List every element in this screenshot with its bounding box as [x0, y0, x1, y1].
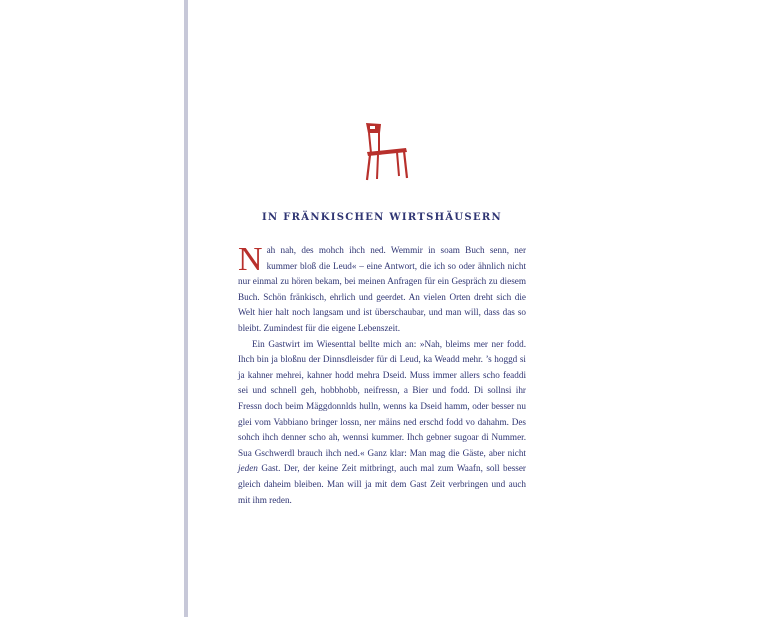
emphasis-jeden: jeden: [238, 463, 258, 474]
left-margin: [0, 0, 184, 617]
chair-icon: [361, 121, 411, 183]
paragraph-2-text: Ein Gastwirt im Wiesenttal bellte mich an: »Nah, bleims mer ner fodd. Ihch bin ja bloßnu der Dinnsdleisder für di Leud, ka Weadd mehr. ’s hoggd si ja kahner mehrei, kahner hodd mehra Dseid. Muss immer allers scho feaddi sei und schnell geh, hobbhobb, neifressn, a Bier und fodd. Di sollnsi ihr Fressn doch beim Mäggdonnlds hulln, wenns ka Dseid hamm, oder besser nu glei vom Vabbiano bringer lossn, ner mäins ned erschd fodd vo dahahm. Des sohch ihch denner scho ah, wennsi kummer. Ihch gebner sugoar di Nummer. Sua Gschwerdl brauch ihch ned.« Ganz klar: Man mag die Gäste, aber nicht: [238, 338, 526, 458]
paragraph-1: [238, 243, 526, 337]
paragraph-2: [238, 337, 526, 509]
body-text: [238, 243, 526, 508]
paragraph-2-text-end: Gast. Der, der keine Zeit mitbringt, auch mal zum Waafn, soll besser gleich daheim bleiben. Man will ja mit dem Gast Zeit verbringen und auch mit ihm reden.: [238, 463, 526, 505]
chapter-title: IN FRÄNKISCHEN WIRTSHÄUSERN: [262, 212, 502, 223]
drop-cap: N: [238, 241, 263, 278]
paragraph-1-text: ah nah, des mohch ihch ned. Wemmir in soam Buch senn, ner kummer bloß die Leud« – eine Antwort, die ich so oder ähnlich nicht nur einmal zu hören bekam, bei meinen Anfragen für ein Gespräch zu diesem Buch. Schön fränkisch, ehrlich und geerdet. An vielen Orten dreht sich die Welt hier halt noch langsam und ist überschaubar, und man will, dass das so bleibt. Zumindest für die eigene Lebenszeit.: [238, 245, 526, 333]
